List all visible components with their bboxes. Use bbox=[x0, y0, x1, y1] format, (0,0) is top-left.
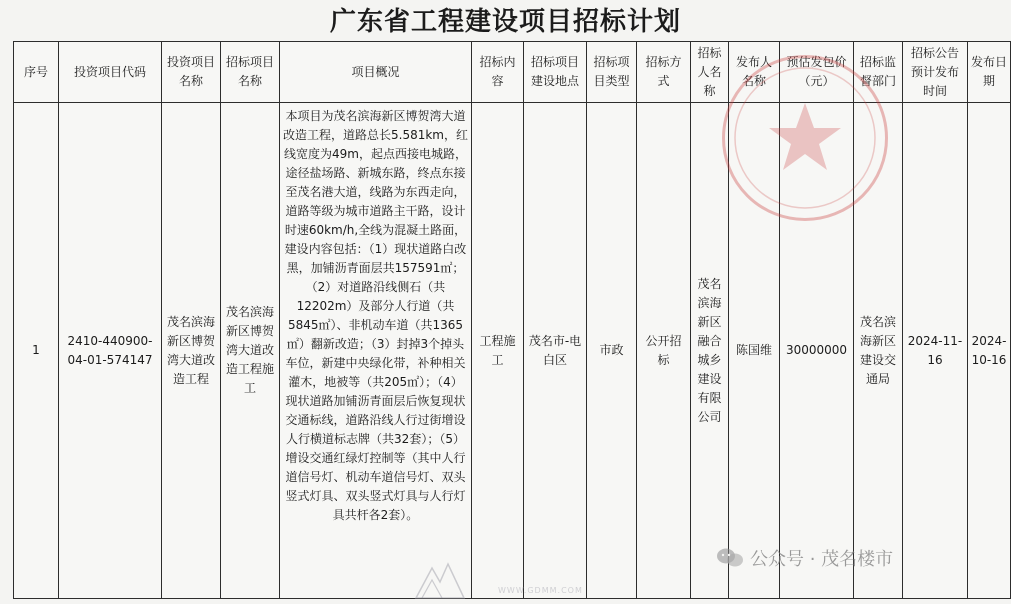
cell-project-type: 市政 bbox=[587, 103, 637, 599]
header-supervisor: 招标监督部门 bbox=[854, 42, 903, 103]
cell-publish-date: 2024-10-16 bbox=[968, 103, 1011, 599]
building-logo-icon bbox=[412, 560, 492, 600]
cell-publisher: 陈国维 bbox=[729, 103, 780, 599]
header-tenderer: 招标人名称 bbox=[691, 42, 729, 103]
header-bid-content: 招标内容 bbox=[472, 42, 524, 103]
wechat-watermark bbox=[716, 543, 893, 573]
cell-tenderer: 茂名滨海新区融合城乡建设有限公司 bbox=[691, 103, 729, 599]
cell-project-code: 2410-440900-04-01-574147 bbox=[59, 103, 162, 599]
header-bid-method: 招标方式 bbox=[637, 42, 691, 103]
tender-plan-table bbox=[13, 41, 1011, 599]
cell-seq: 1 bbox=[14, 103, 59, 599]
header-location: 招标项目建设地点 bbox=[524, 42, 587, 103]
header-bid-project-name: 招标项目名称 bbox=[221, 42, 280, 103]
cell-supervisor: 茂名滨海新区建设交通局 bbox=[854, 103, 903, 599]
header-publish-date: 发布日期 bbox=[968, 42, 1011, 103]
header-seq: 序号 bbox=[14, 42, 59, 103]
header-investment-name: 投资项目名称 bbox=[162, 42, 221, 103]
cell-overview bbox=[280, 103, 472, 599]
cell-location: 茂名市-电白区 bbox=[524, 103, 587, 599]
page-title: 广东省工程建设项目招标计划 bbox=[329, 7, 681, 37]
overview-text: 本项目为茂名滨海新区博贺湾大道改造工程，道路总长5.581km，红线宽度为49m，起点西接电城路，途径盐场路、新城东路，终点东接至茂名港大道，线路为东西走向，道路等级为城市道路主干路，设计时速60km/h,全线为混凝土路面，建设内容包括：（1）现状道路白改黑，加铺沥青面层共157591㎡；（2）对道路沿线侧石（共12202m）及部分人行道（共5845㎡）、非机动车道（共1365㎡）翻新改造；（3）封掉3个掉头车位，新建中央绿化带，补种相关灌木，地被等（共205㎡）；（4）现状道路加铺沥青面层后恢复现状交通标线，道路沿线人行过街增设人行横道标志牌（共32套）；（5）增设交通红绿灯控制等（其中人行道信号灯、机动车道信号灯、双头竖式灯具、双头竖式灯具与人行灯具共杆各2套）。 bbox=[283, 108, 468, 522]
header-overview: 项目概况 bbox=[280, 42, 472, 103]
header-project-code: 投资项目代码 bbox=[59, 42, 162, 103]
site-url: WWW.GDMM.COM bbox=[498, 586, 583, 595]
header-budget: 预估发包价（元） bbox=[780, 42, 854, 103]
wechat-icon bbox=[716, 547, 744, 569]
header-publisher: 发布人名称 bbox=[729, 42, 780, 103]
cell-bid-content: 工程施工 bbox=[472, 103, 524, 599]
header-project-type: 招标项目类型 bbox=[587, 42, 637, 103]
site-logo-watermark bbox=[412, 560, 612, 600]
account-name: 公众号 · 茂名楼市 bbox=[750, 549, 894, 570]
cell-bid-project-name: 茂名滨海新区博贺湾大道改造工程施工 bbox=[221, 103, 280, 599]
header-row bbox=[14, 42, 1011, 103]
header-notice-time: 招标公告预计发布时间 bbox=[903, 42, 968, 103]
cell-investment-name: 茂名滨海新区博贺湾大道改造工程 bbox=[162, 103, 221, 599]
cell-budget: 30000000 bbox=[780, 103, 854, 599]
cell-bid-method: 公开招标 bbox=[637, 103, 691, 599]
cell-notice-time: 2024-11-16 bbox=[903, 103, 968, 599]
table-row bbox=[14, 103, 1011, 599]
